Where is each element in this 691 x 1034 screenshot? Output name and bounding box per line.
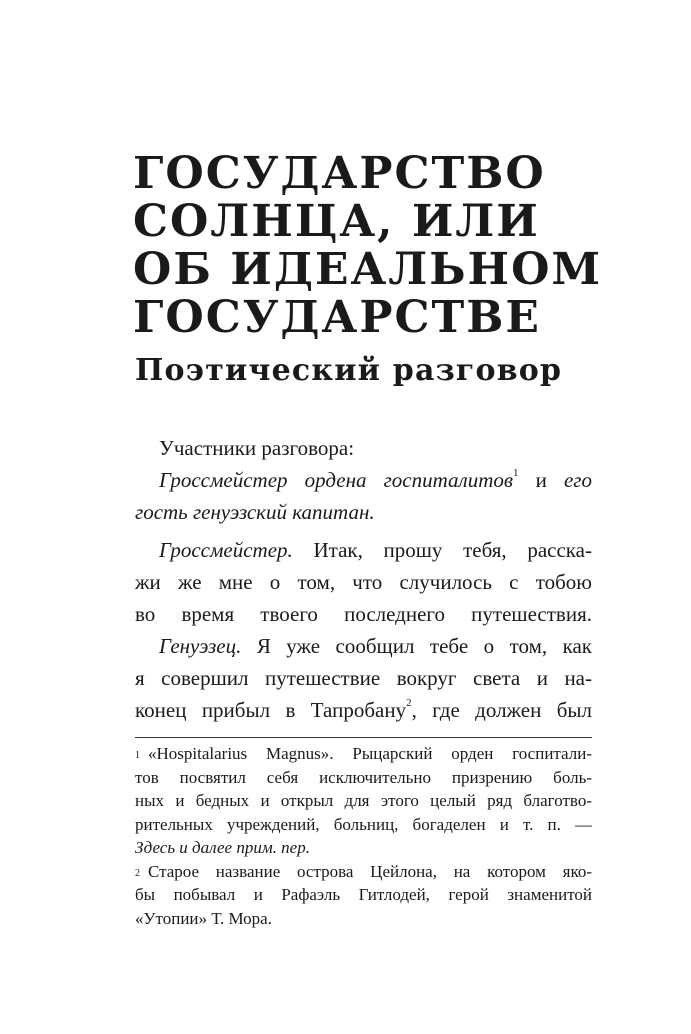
conjunction: и bbox=[518, 468, 564, 492]
footnote-line: ных и бедных и открыл для этого целый ряд благотво- bbox=[135, 791, 592, 810]
body-line bbox=[135, 496, 592, 528]
speech-text: конец прибыл в Тапробану bbox=[135, 698, 407, 722]
body-line: я совершил путешествие вокруг света и на- bbox=[135, 666, 592, 690]
footnote-ref[interactable]: 1 bbox=[513, 467, 519, 479]
footnotes bbox=[135, 742, 592, 930]
footnote-line: рительных учреждений, больниц, богаделен и т. п. — bbox=[135, 814, 592, 834]
participant-text: его bbox=[563, 468, 592, 492]
body-line bbox=[135, 432, 592, 464]
footnote-line: «Утопии» Т. Мора. bbox=[135, 908, 272, 928]
footnote-line bbox=[135, 836, 592, 860]
footnote-italic: Здесь и далее прим. пер. bbox=[135, 838, 310, 857]
footnote-line: бы побывал и Рафаэль Гитлодей, герой знаменитой bbox=[135, 885, 592, 904]
title-line: ГОСУДАРСТВЕ bbox=[133, 292, 541, 343]
footnote-ref[interactable]: 2 bbox=[406, 697, 412, 709]
body-line: во время твоего последнего путешествия. bbox=[135, 602, 592, 626]
footnote-number: 1 bbox=[135, 750, 140, 761]
footnote-line bbox=[135, 860, 592, 884]
body-line bbox=[135, 630, 592, 662]
body-line bbox=[135, 694, 592, 726]
speech-text: , где должен был bbox=[411, 698, 592, 722]
body-text bbox=[135, 432, 592, 726]
speech-text: Я уже сообщил тебе о том, как bbox=[241, 634, 592, 658]
footnote-number: 2 bbox=[135, 867, 140, 879]
speech-text: Итак, прошу тебя, расска- bbox=[292, 538, 592, 562]
chapter-subtitle: Поэтический разговор bbox=[135, 353, 563, 388]
footnote-text: Старое название острова Цейлона, на котором яко- bbox=[148, 861, 592, 881]
speaker-name: Гроссмейстер. bbox=[159, 538, 293, 562]
title-line: ГОСУДАРСТВО bbox=[133, 148, 546, 199]
chapter-title bbox=[133, 150, 653, 342]
participant-2: гость генуэзский капитан. bbox=[135, 500, 375, 524]
participants-label: Участники разговора: bbox=[159, 436, 355, 460]
title-line: СОЛНЦА, ИЛИ bbox=[133, 196, 540, 247]
footnote-line bbox=[135, 742, 592, 766]
body-line: жи же мне о том, что случилось с тобою bbox=[135, 570, 592, 594]
speaker-name: Генуэзец. bbox=[159, 634, 242, 658]
title-line: ОБ ИДЕАЛЬНОМ bbox=[133, 244, 603, 295]
body-line bbox=[135, 534, 592, 566]
footnote-line: тов посвятил себя исключительно призрению боль- bbox=[135, 767, 592, 787]
footnote-text: «Hospitalarius Magnus». Рыцарский орден госпитали- bbox=[148, 744, 592, 763]
footnote-divider bbox=[135, 737, 592, 738]
body-line bbox=[135, 464, 592, 496]
participant-1: Гроссмейстер ордена госпиталитов bbox=[159, 468, 513, 492]
